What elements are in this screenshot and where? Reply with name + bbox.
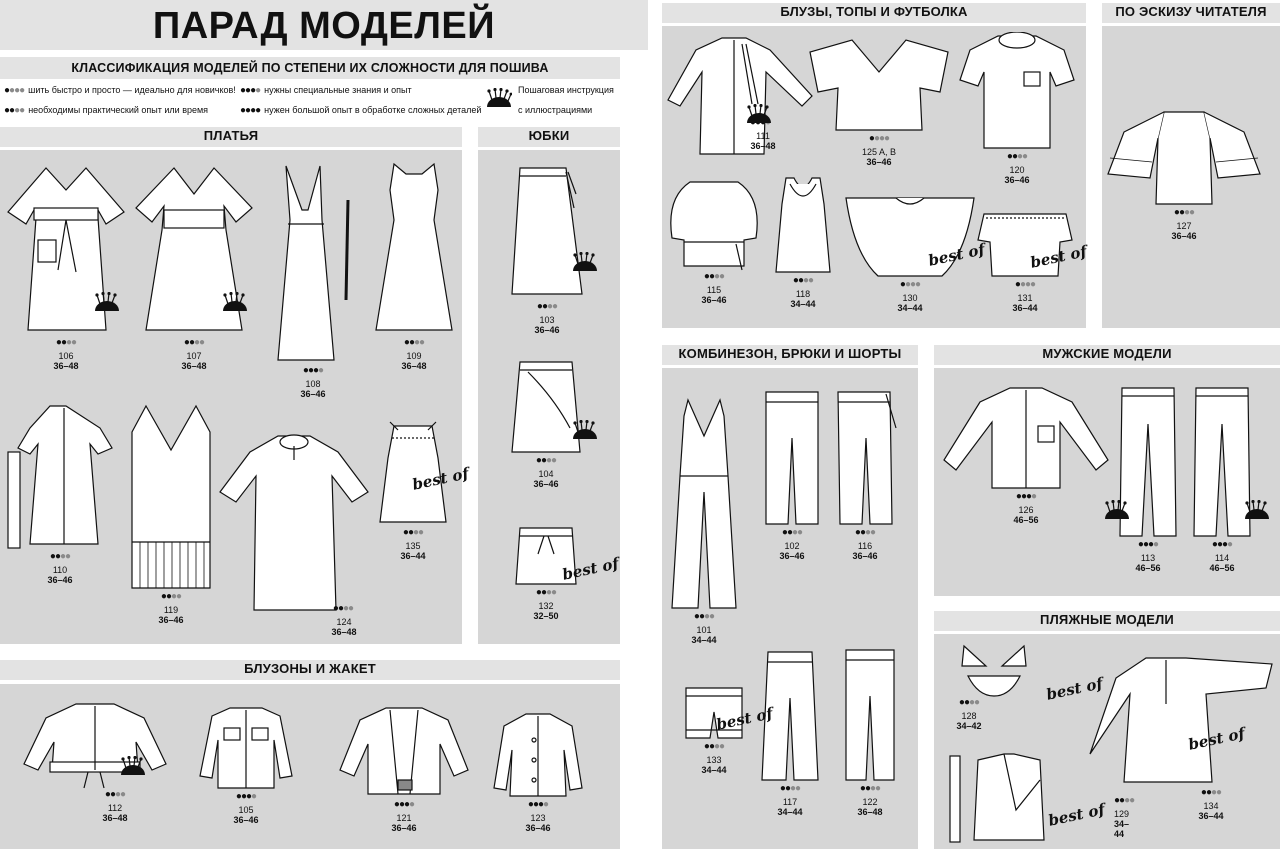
pincushion-icon [94,292,120,312]
model-number: 119 [163,605,179,615]
model-card-134[interactable] [1086,654,1276,821]
model-card-123[interactable] [490,710,586,833]
legend-level4 [240,104,481,117]
model-number: 104 [538,469,554,479]
section-dresses-header: ПЛАТЬЯ [0,127,462,147]
model-card-117[interactable] [758,648,822,817]
size-range: 46–56 [1013,515,1039,525]
model-number: 106 [58,351,74,361]
model-number: 107 [186,351,202,361]
poncho-top-icon [842,194,978,280]
legend-level2-text: необходимы практический опыт или время [28,105,209,115]
size-range: 36–48 [53,361,79,371]
size-range: 34–44 [790,299,816,309]
tshirt-icon [956,32,1078,152]
model-card-113[interactable] [1116,384,1180,573]
difficulty-dots: ●●●● [854,527,876,538]
legend-level3-text: нужны специальные знания и опыт [264,85,412,95]
cowl-tank-icon [772,174,834,276]
size-range: 36–44 [1012,303,1038,313]
shirt-dress-icon [4,402,116,552]
size-range: 36–48 [102,813,128,823]
model-number: 108 [305,379,321,389]
difficulty-dots: ●●●● [1173,207,1195,218]
cardigan-jacket-icon [336,704,472,800]
size-range: 36–44 [400,551,426,561]
model-card-110[interactable] [4,402,116,585]
off-shoulder-top-icon [976,206,1074,280]
size-range: 36–48 [750,141,776,151]
model-card-128[interactable] [950,642,1038,731]
shirt-jacket-icon [490,710,586,800]
size-range: 36–46 [525,823,551,833]
model-card-129[interactable]: ●●●● [944,750,1074,839]
size-range: 46–56 [1209,563,1235,573]
size-range: 36–46 [852,551,878,561]
size-range: 34–44 [701,765,727,775]
model-card-103[interactable] [506,164,588,335]
model-card-126[interactable] [940,384,1112,525]
difficulty-dots: ●●●● [859,783,881,794]
model-number: 121 [396,813,412,823]
size-range: 34–44 [691,635,717,645]
legend-level4-text: нужен большой опыт в обработке сложных деталей [264,105,482,115]
model-card-127[interactable] [1104,108,1264,241]
model-card-118[interactable] [772,174,834,309]
model-card-114[interactable] [1190,384,1254,573]
difficulty-dots: ●●●● [160,591,182,602]
model-card-119[interactable] [128,402,214,625]
model-number: 132 [538,601,554,611]
size-range: 46–56 [1135,563,1161,573]
section-blousons-header: БЛУЗОНЫ И ЖАКЕТ [0,660,620,680]
maxi-dress-icon [268,160,358,366]
model-card-115[interactable] [666,178,762,305]
model-number: 105 [238,805,254,815]
denim-jacket-icon [196,704,296,792]
wrap-cover-icon [944,750,1074,846]
model-card-108[interactable] [268,160,358,399]
rating-dots-icon: ●●●● [240,84,261,96]
size-range: 36–46 [533,479,559,489]
difficulty-dots: ●●●● [55,337,77,348]
size-range: 36–46 [233,815,259,825]
size-range: 36–44 [1198,811,1224,821]
model-card-111[interactable] [666,34,814,151]
size-range: 36–46 [391,823,417,833]
difficulty-dots: ●●●● [792,275,814,286]
difficulty-dots: ●●●● [1014,279,1036,290]
difficulty-dots: ●●●● [235,791,257,802]
model-card-105[interactable] [196,704,296,825]
size-range: 36–46 [47,575,73,585]
wrap-trousers-icon [832,388,898,528]
difficulty-dots: ●●●● [393,799,415,810]
difficulty-dots: ●●●● [958,697,980,708]
bikini-icon [950,642,1038,698]
size-range: 32–50 [533,611,559,621]
pincushion-icon [572,252,598,272]
size-range: 36–46 [158,615,184,625]
section-reader-header: ПО ЭСКИЗУ ЧИТАТЕЛЯ [1102,3,1280,23]
size-range: 36–48 [857,807,883,817]
legend-level3 [240,84,412,97]
section-mens-header: МУЖСКИЕ МОДЕЛИ [934,345,1280,365]
difficulty-dots: ●●●● [1200,787,1222,798]
section-jumpsuits-header: КОМБИНЕЗОН, БРЮКИ И ШОРТЫ [662,345,918,365]
model-number: 118 [795,289,811,299]
model-card-112[interactable] [20,700,170,823]
rating-dots-icon: ●●●● [4,104,25,116]
model-number: 113 [1140,553,1156,563]
slim-trousers-icon [840,646,900,784]
best-of-badge: best of [1044,674,1105,704]
legend-level1-text: шить быстро и просто — идеально для новичков! [28,85,236,95]
batwing-tunic-icon [1086,654,1276,788]
legend-instruction-2 [518,104,592,116]
mens-shirt-icon [940,384,1112,492]
size-range: 36–46 [300,389,326,399]
best-of-badge: best of [410,464,471,494]
difficulty-dots: ●●●● [402,527,424,538]
size-range: 36–46 [534,325,560,335]
difficulty-dots: ●●●● [779,783,801,794]
model-number: 103 [539,315,555,325]
difficulty-dots: ●●●● [302,365,324,376]
model-number: 123 [530,813,546,823]
size-range: 34–42 [956,721,982,731]
model-number: 125 A, B [861,147,897,157]
model-number: 131 [1017,293,1033,303]
jumpsuit-icon [664,396,744,612]
model-number: 110 [52,565,68,575]
model-number: 109 [406,351,422,361]
legend-instruction-line2: с иллюстрациями [518,105,593,115]
best-of-badge: best of [926,240,987,270]
model-card-101[interactable] [664,396,744,645]
legend-instruction [518,84,614,96]
difficulty-dots: ●●●● [868,133,890,144]
model-card-121[interactable] [336,704,472,833]
trousers-gathered-icon [762,388,822,528]
model-number: 122 [862,797,878,807]
size-range: 36–48 [401,361,427,371]
model-card-107[interactable] [134,160,254,371]
v-neck-top-icon [806,36,952,134]
tunic-dress-icon [214,432,374,612]
difficulty-dots: ●●●● [899,279,921,290]
difficulty-dots: ●●●● [1211,539,1233,550]
model-card-106[interactable] [6,160,126,371]
difficulty-dots: ●●●● [703,741,725,752]
size-range: 36–46 [701,295,727,305]
pincushion-icon [120,756,146,776]
model-number: 135 [405,541,421,551]
difficulty-dots: ●●●● [1015,491,1037,502]
model-number: 102 [784,541,800,551]
model-number: 127 [1176,221,1192,231]
model-number: 101 [696,625,712,635]
legend-instruction-line1: Пошаговая инструкция [518,85,614,95]
draped-skirt-icon [508,358,584,456]
size-range: 36–46 [866,157,892,167]
pincushion-icon [486,88,512,108]
model-card-120[interactable] [956,32,1078,185]
model-number: 111 [756,131,770,141]
model-number: 112 [107,803,123,813]
model-card-124[interactable] [214,432,374,637]
drawstring-top-icon [666,178,762,272]
wrap-skirt-icon [506,164,588,302]
best-of-badge: best of [714,704,775,734]
difficulty-dots: ●●●● [104,789,126,800]
size-range: 34–44 [777,807,803,817]
size-range: 36–48 [331,627,357,637]
pleated-dress-icon [128,402,214,592]
difficulty-dots: ●●●● [1137,539,1159,550]
classification-subtitle: КЛАССИФИКАЦИЯ МОДЕЛЕЙ ПО СТЕПЕНИ ИХ СЛОЖНОСТИ ДЛЯ ПОШИВА [0,57,620,79]
model-number: 120 [1009,165,1025,175]
model-card-102[interactable] [762,388,822,561]
size-range: 34–44 [897,303,923,313]
difficulty-dots: ●●●● [535,587,557,598]
section-blouses-header: БЛУЗЫ, ТОПЫ И ФУТБОЛКА [662,3,1086,23]
difficulty-dots: ●●●● [536,301,558,312]
difficulty-dots: ●●●● [332,603,354,614]
model-number: 128 [961,711,977,721]
rating-dots-icon: ●●●● [240,104,261,116]
model-number: 116 [857,541,873,551]
legend-level2 [4,104,208,117]
model-number: 124 [336,617,352,627]
model-number: 114 [1214,553,1230,563]
difficulty-dots: ●●●● [535,455,557,466]
model-number: 134 [1203,801,1219,811]
model-number: 117 [782,797,798,807]
model-card-116[interactable] [832,388,898,561]
size-range: 36–48 [181,361,207,371]
difficulty-dots: ●●●● [183,337,205,348]
difficulty-dots: ●●●● [49,551,71,562]
pincushion-icon [746,104,772,124]
rating-dots-icon: ●●●● [4,84,25,96]
sleeveless-dress-icon [372,160,456,338]
model-number: 130 [902,293,918,303]
size-range: 36–46 [1171,231,1197,241]
section-beach-header: ПЛЯЖНЫЕ МОДЕЛИ [934,611,1280,631]
pincushion-icon [572,420,598,440]
bell-sleeve-blouse-icon [1104,108,1264,208]
best-of-badge: best of [1186,724,1247,754]
difficulty-dots: ●●●● [527,799,549,810]
size-range: 36–46 [779,551,805,561]
blouson-icon [20,700,170,790]
section-skirts-header: ЮБКИ [478,127,620,147]
best-of-badge: best of [1028,242,1089,272]
best-of-badge: best of [1046,800,1107,830]
difficulty-dots: ●●●● [1006,151,1028,162]
model-card-109[interactable] [372,160,456,371]
pincushion-icon [1104,500,1130,520]
model-number: 126 [1018,505,1034,515]
best-of-badge: best of [560,554,621,584]
difficulty-dots: ●●●● [703,271,725,282]
difficulty-dots: ●●●● [403,337,425,348]
model-card-122[interactable] [840,646,900,817]
legend-level1 [4,84,236,97]
page-title: ПАРАД МОДЕЛЕЙ [0,0,648,50]
model-card-125[interactable] [806,36,952,167]
pincushion-icon [1244,500,1270,520]
size-range: 36–46 [1004,175,1030,185]
difficulty-dots: ●●●● [693,611,715,622]
model-number: 115 [706,285,722,295]
pincushion-icon [222,292,248,312]
model-number: 133 [706,755,722,765]
difficulty-dots: ●●●● [781,527,803,538]
